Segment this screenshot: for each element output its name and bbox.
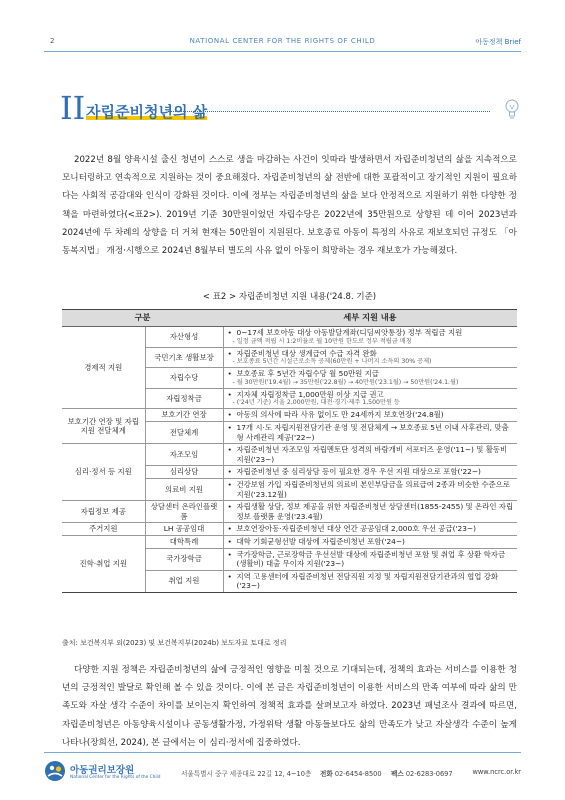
section-heading [60,89,520,127]
program-cell: 자산형성 [145,327,223,348]
table-header-row [62,310,517,327]
table-row [62,409,517,422]
program-cell: 취업 지원 [145,570,223,592]
page-number: 2 [50,37,55,45]
content-item: • 0~17세 보호아동 대상 아동발달계좌(디딤씨앗통장) 정부 적립금 지원 [227,328,515,338]
program-cell: LH 공공임대 [145,523,223,536]
footer-phone [320,768,382,778]
program-cell: 국민기초 생활보장 [145,347,223,368]
content-item: • 자립생활 상담, 정보 제공을 위한 자립준비청년 상담센터(1855-2455) 및 온라인 자립정보 플랫폼 운영('23.4월) [227,502,515,521]
table-row [62,535,517,548]
content-item: • 대학 기회균형선발 대상에 자립준비청년 포함('24~) [227,537,515,547]
program-cell: 자립정착금 [145,388,223,409]
content-cell [223,444,517,466]
org-logo [44,760,174,786]
content-cell [223,570,517,592]
content-item: • 아동의 의사에 따라 사유 없이도 만 24세까지 보호연장('24.8월) [227,410,515,420]
content-item: • 보호종료 후 5년간 자립수당 월 50만원 지급 [227,369,515,379]
phone-number: 02-6454-8500 [334,770,382,778]
content-item: • 지자체 자립정착금 1,000만원 이상 지급 권고 [227,390,515,400]
content-cell [223,347,517,368]
table-header-details: 세부 지원 내용 [223,310,517,327]
org-logo-english: National Center for the Rights of the Child [70,775,161,780]
footer-address: 서울특별시 중구 세종대로 22길 12, 4~10층 [181,770,312,778]
content-item: • 17개 시·도 자립지원전담기관 운영 및 전담체계 → 보호종료 5년 이내 사후관리, 맞춤형 사례관리 제공('22~) [227,423,515,442]
program-cell: 국가장학금 [145,548,223,570]
header-series: 아동정책 Brief [475,38,521,46]
org-logo-name: 아동권리보장원 [70,765,135,776]
area-psych: 심리·정서 등 지원 [62,444,145,501]
program-cell: 의료비 지원 [145,478,223,500]
content-cell [223,548,517,570]
header-divider [44,51,521,52]
content-note: - 보호종료 5년간 시설근로소득 공제(60만원 + 나머지 소득의 30% 공제) [232,358,432,366]
content-item: • 보호연장아동·자립준비청년 대상 연간 공공임대 2,000호 우선 공급('23~) [227,524,515,534]
content-item: • 건강보험 가입 자립준비청년의 의료비 본인부담금을 의료급여 2종과 비슷한 수준으로 지원('23.12월) [227,480,515,499]
content-item: • 지역 고용센터에 자립준비청년 전담직원 지정 및 자립지원전담기관과의 협업 강화('23~) [227,572,515,591]
table-row [62,501,517,523]
content-cell [223,523,517,536]
phone-label: 전화 [320,770,333,778]
area-info: 자립정보 제공 [62,501,145,523]
content-item: • 국가장학금, 근로장학금 우선선발 대상에 자립준비청년 포함 및 취업 후 상환 학자금(생활비) 대출 무이자 지원('23~) [227,550,515,569]
program-cell: 심리상담 [145,466,223,479]
program-cell: 전달체계 [145,421,223,443]
header-org-name: NATIONAL CENTER FOR THE RIGHTS OF CHILD [189,37,376,45]
lightbulb-icon [504,98,520,120]
fax-number: 02-6283-0697 [405,770,453,778]
content-cell [223,368,517,389]
area-housing: 주거지원 [62,523,145,536]
program-cell: 상담센터 온라인플랫폼 [145,501,223,523]
area-protection: 보호기간 연장 및 자립지원 전달체계 [62,409,145,444]
support-policy-table [62,309,517,593]
body-paragraph-1: 2022년 8월 양육시설 출신 청년이 스스로 생을 마감하는 사건이 잇따라 발생하면서 자립준비청년의 삶을 지속적으로 모니터링하고 연속적으로 지원하는 것이 중요해졌다. 자립준비청년의 삶 전반에 대한 포괄적이고 장기적인 지원이 필요하다는 사회적 공감대와 인식이 강화된 것이다. 이에 정부는 자립준비청년의 삶을 보다 안정적으로 지원하기 위한 다양한 정책을 마련하였다(<표2>). 2019년 기준 30만원이었던 자립수당은 2022년에 35만원으로 상향된 데 이어 2023년과 2024년에 두 차례의 상향을 더 거쳐 현재는 50만원이 지원된다. 보호종료 아동이 특정의 사유로 재보호되던 규정도 「아동복지법」 개정·시행으로 2024년 8월부터 별도의 사유 없이 아동이 희망하는 경우 재보호가 가능해졌다. [62,155,517,257]
table-row [62,523,517,536]
content-cell [223,478,517,500]
content-note: - 월 30만원('19.4월) → 35만원('22.8월) → 40만원('23.1월) → 50만원('24.1.월) [232,378,459,386]
page-header [44,35,521,49]
footer-divider [44,752,521,753]
content-cell [223,535,517,548]
content-cell [223,466,517,479]
content-cell [223,501,517,523]
footer-fax [391,768,453,778]
program-cell: 자립수당 [145,368,223,389]
area-jobs: 진학·취업 지원 [62,535,145,592]
section-title: 자립준비청년의 삶 [86,103,208,121]
program-cell: 대학특례 [145,535,223,548]
body-paragraph-2: 다양한 지원 정책은 자립준비청년의 삶에 긍정적인 영향을 미칠 것으로 기대되는데, 정책의 효과는 서비스를 이용한 청년의 긍정적인 발달로 확인해 볼 수 있을 것이다. 이에 본 글은 자립준비청년이 이용한 서비스의 만족 여부에 따라 삶의 만족도와 자살 생각 수준이 차이를 보이는지 확인하여 정책적 효과를 살펴보고자 하였다. 2023년 패널조사 결과에 따르면, 자립준비청년은 아동양육시설이나 공동생활가정, 가정위탁 생활 아동들보다도 삶의 만족도가 낮고 자살생각 수준이 높게 나타나(장희선, 2024), 본 글에서는 이 심리·정서에 집중하였다. [62,665,517,748]
content-cell [223,421,517,443]
section-rule [168,111,490,112]
table-source: 출처: 보건복지부 외(2023) 및 보건복지부(2024b) 보도자료 토대로 정리 [62,639,287,647]
program-cell: 자조모임 [145,444,223,466]
fax-label: 팩스 [391,770,404,778]
org-logo-icon [44,760,66,782]
table-row [62,327,517,348]
page-footer [44,758,521,788]
content-note: - 일정 금액 적립 시 1:2비율로 월 10만원 한도로 정부 적립금 매칭 [232,337,412,345]
content-cell [223,327,517,348]
table-header-category: 구분 [62,310,223,327]
content-item: • 자립준비청년 자조모임 자립멘토단 성격의 바람개비 서포터즈 운영('11~) 및 활동비 지원('23~) [227,445,515,464]
area-economic: 경제적 지원 [62,327,145,409]
content-cell [223,388,517,409]
program-cell: 보호기간 연장 [145,409,223,422]
content-item: • 자립준비청년 대상 생계급여 수급 자격 완화 [227,349,515,359]
content-cell [223,409,517,422]
table-caption: < 표2 > 자립준비청년 지원 내용('24.8. 기준) [202,292,377,302]
footer-website[interactable]: www.ncrc.or.kr [472,768,521,776]
content-note: - ('24년 기준) 서울 2,000만원, 대전·경기·제주 1,500만원 등 [232,399,400,407]
table-row [62,444,517,466]
section-numeral: II [60,89,86,127]
content-item: • 자립준비청년 중 심리상담 등이 필요한 경우 우선 지원 대상으로 포함('22~) [227,467,515,477]
